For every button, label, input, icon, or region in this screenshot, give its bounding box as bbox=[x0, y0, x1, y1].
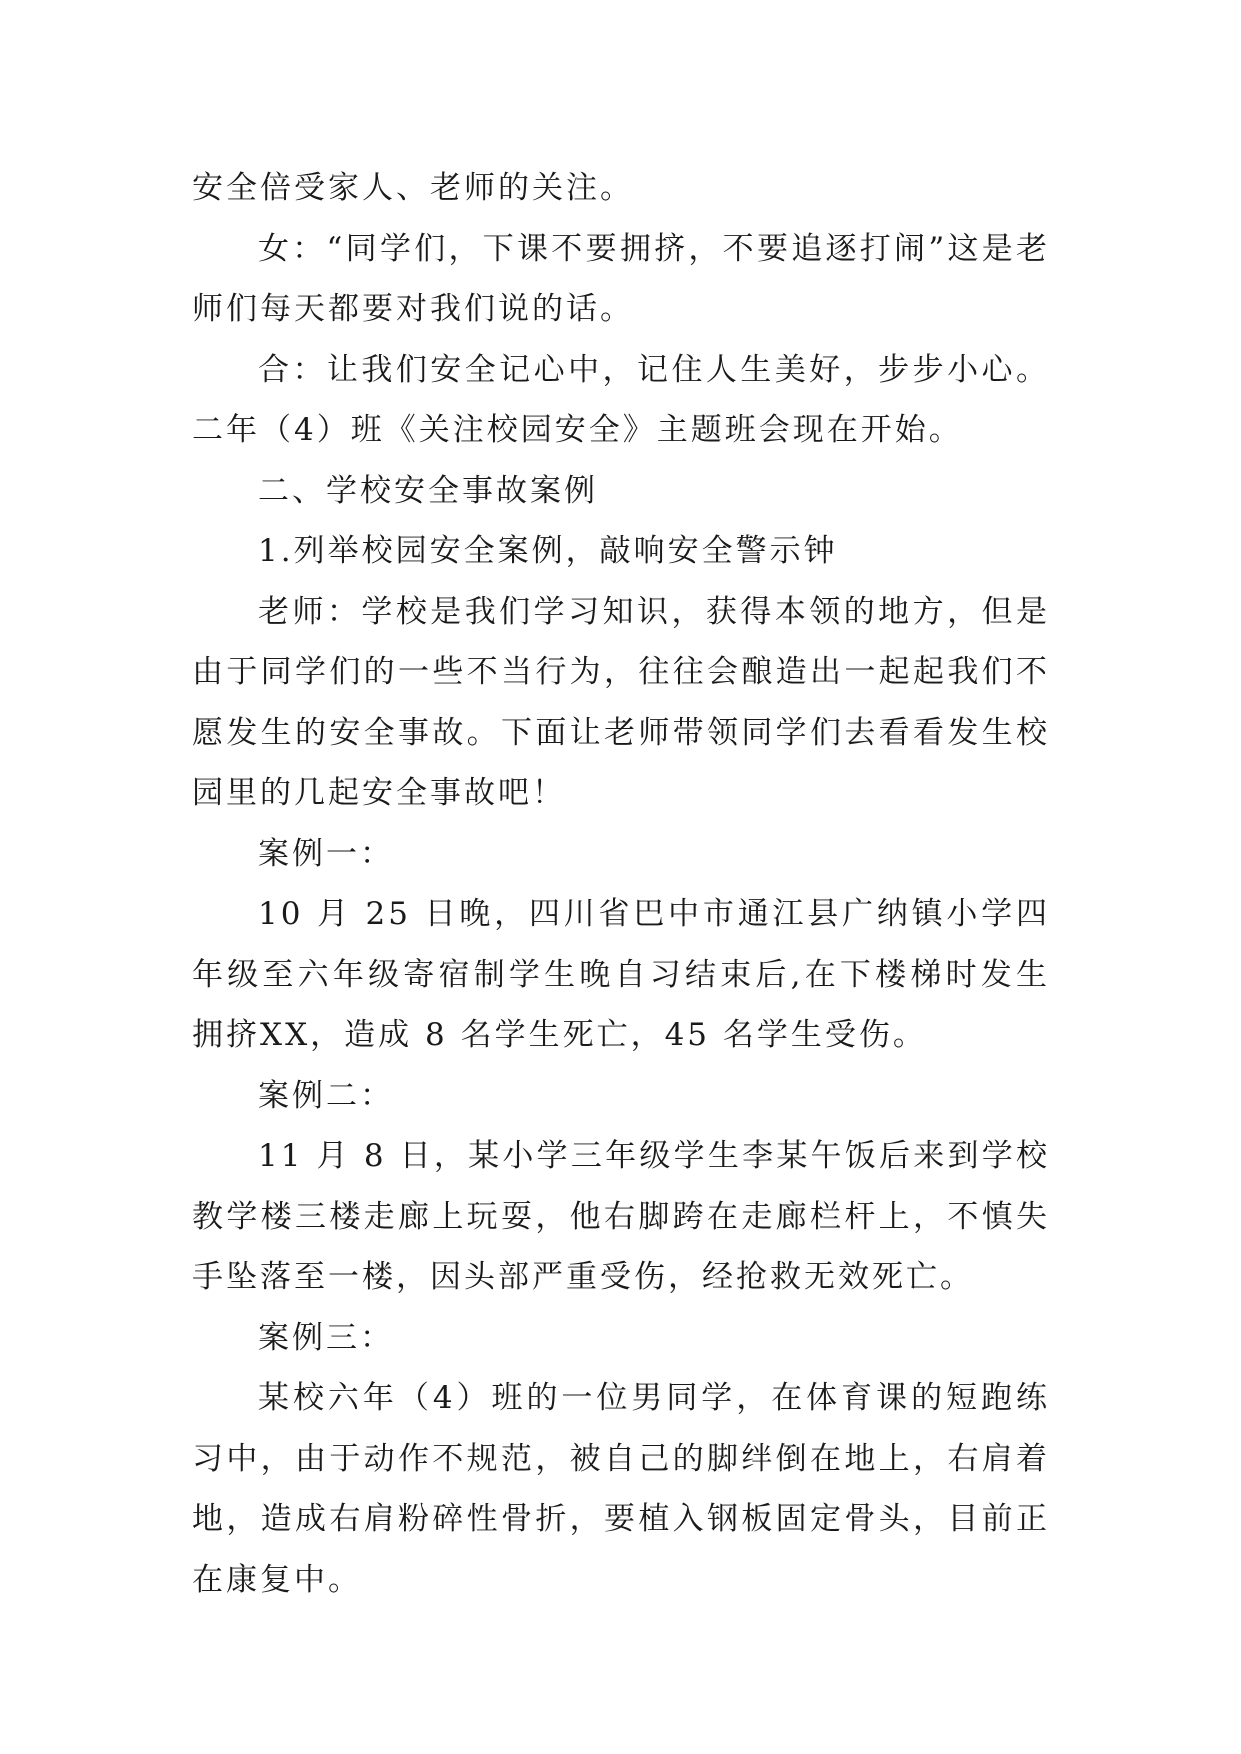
document-body bbox=[192, 158, 1050, 1610]
case-1-text: 10 月 25 日晚，四川省巴中市通江县广纳镇小学四年级至六年级寄宿制学生晚自习结束后,在下楼梯时发生拥挤XX，造成 8 名学生死亡，45 名学生受伤。 bbox=[192, 896, 1050, 1053]
paragraph-3: 合：让我们安全记心中，记住人生美好，步步小心。二年（4）班《关注校园安全》主题班会现在开始。 bbox=[192, 351, 1050, 448]
section-heading-2: 二、学校安全事故案例 bbox=[258, 472, 598, 509]
paragraph-teacher: 老师：学校是我们学习知识，获得本领的地方，但是由于同学们的一些不当行为，往往会酿造出一起起我们不愿发生的安全事故。下面让老师带领同学们去看看发生校园里的几起安全事故吧！ bbox=[192, 593, 1050, 811]
case-3-label: 案例三： bbox=[258, 1319, 394, 1356]
case-3-text: 某校六年（4）班的一位男同学，在体育课的短跑练习中，由于动作不规范，被自己的脚绊倒在地上，右肩着地，造成右肩粉碎性骨折，要植入钢板固定骨头，目前正在康复中。 bbox=[192, 1380, 1050, 1598]
case-2-label: 案例二： bbox=[258, 1077, 394, 1114]
paragraph-1: 安全倍受家人、老师的关注。 bbox=[192, 170, 634, 206]
paragraph-2: 女：“同学们，下课不要拥挤，不要追逐打闹”这是老师们每天都要对我们说的话。 bbox=[192, 230, 1050, 327]
case-2-text: 11 月 8 日，某小学三年级学生李某午饭后来到学校教学楼三楼走廊上玩耍，他右脚跨在走廊栏杆上，不慎失手坠落至一楼，因头部严重受伤，经抢救无效死亡。 bbox=[192, 1138, 1050, 1295]
subsection-heading-1: 1.列举校园安全案例，敲响安全警示钟 bbox=[258, 533, 838, 569]
case-1-label: 案例一： bbox=[258, 835, 394, 872]
